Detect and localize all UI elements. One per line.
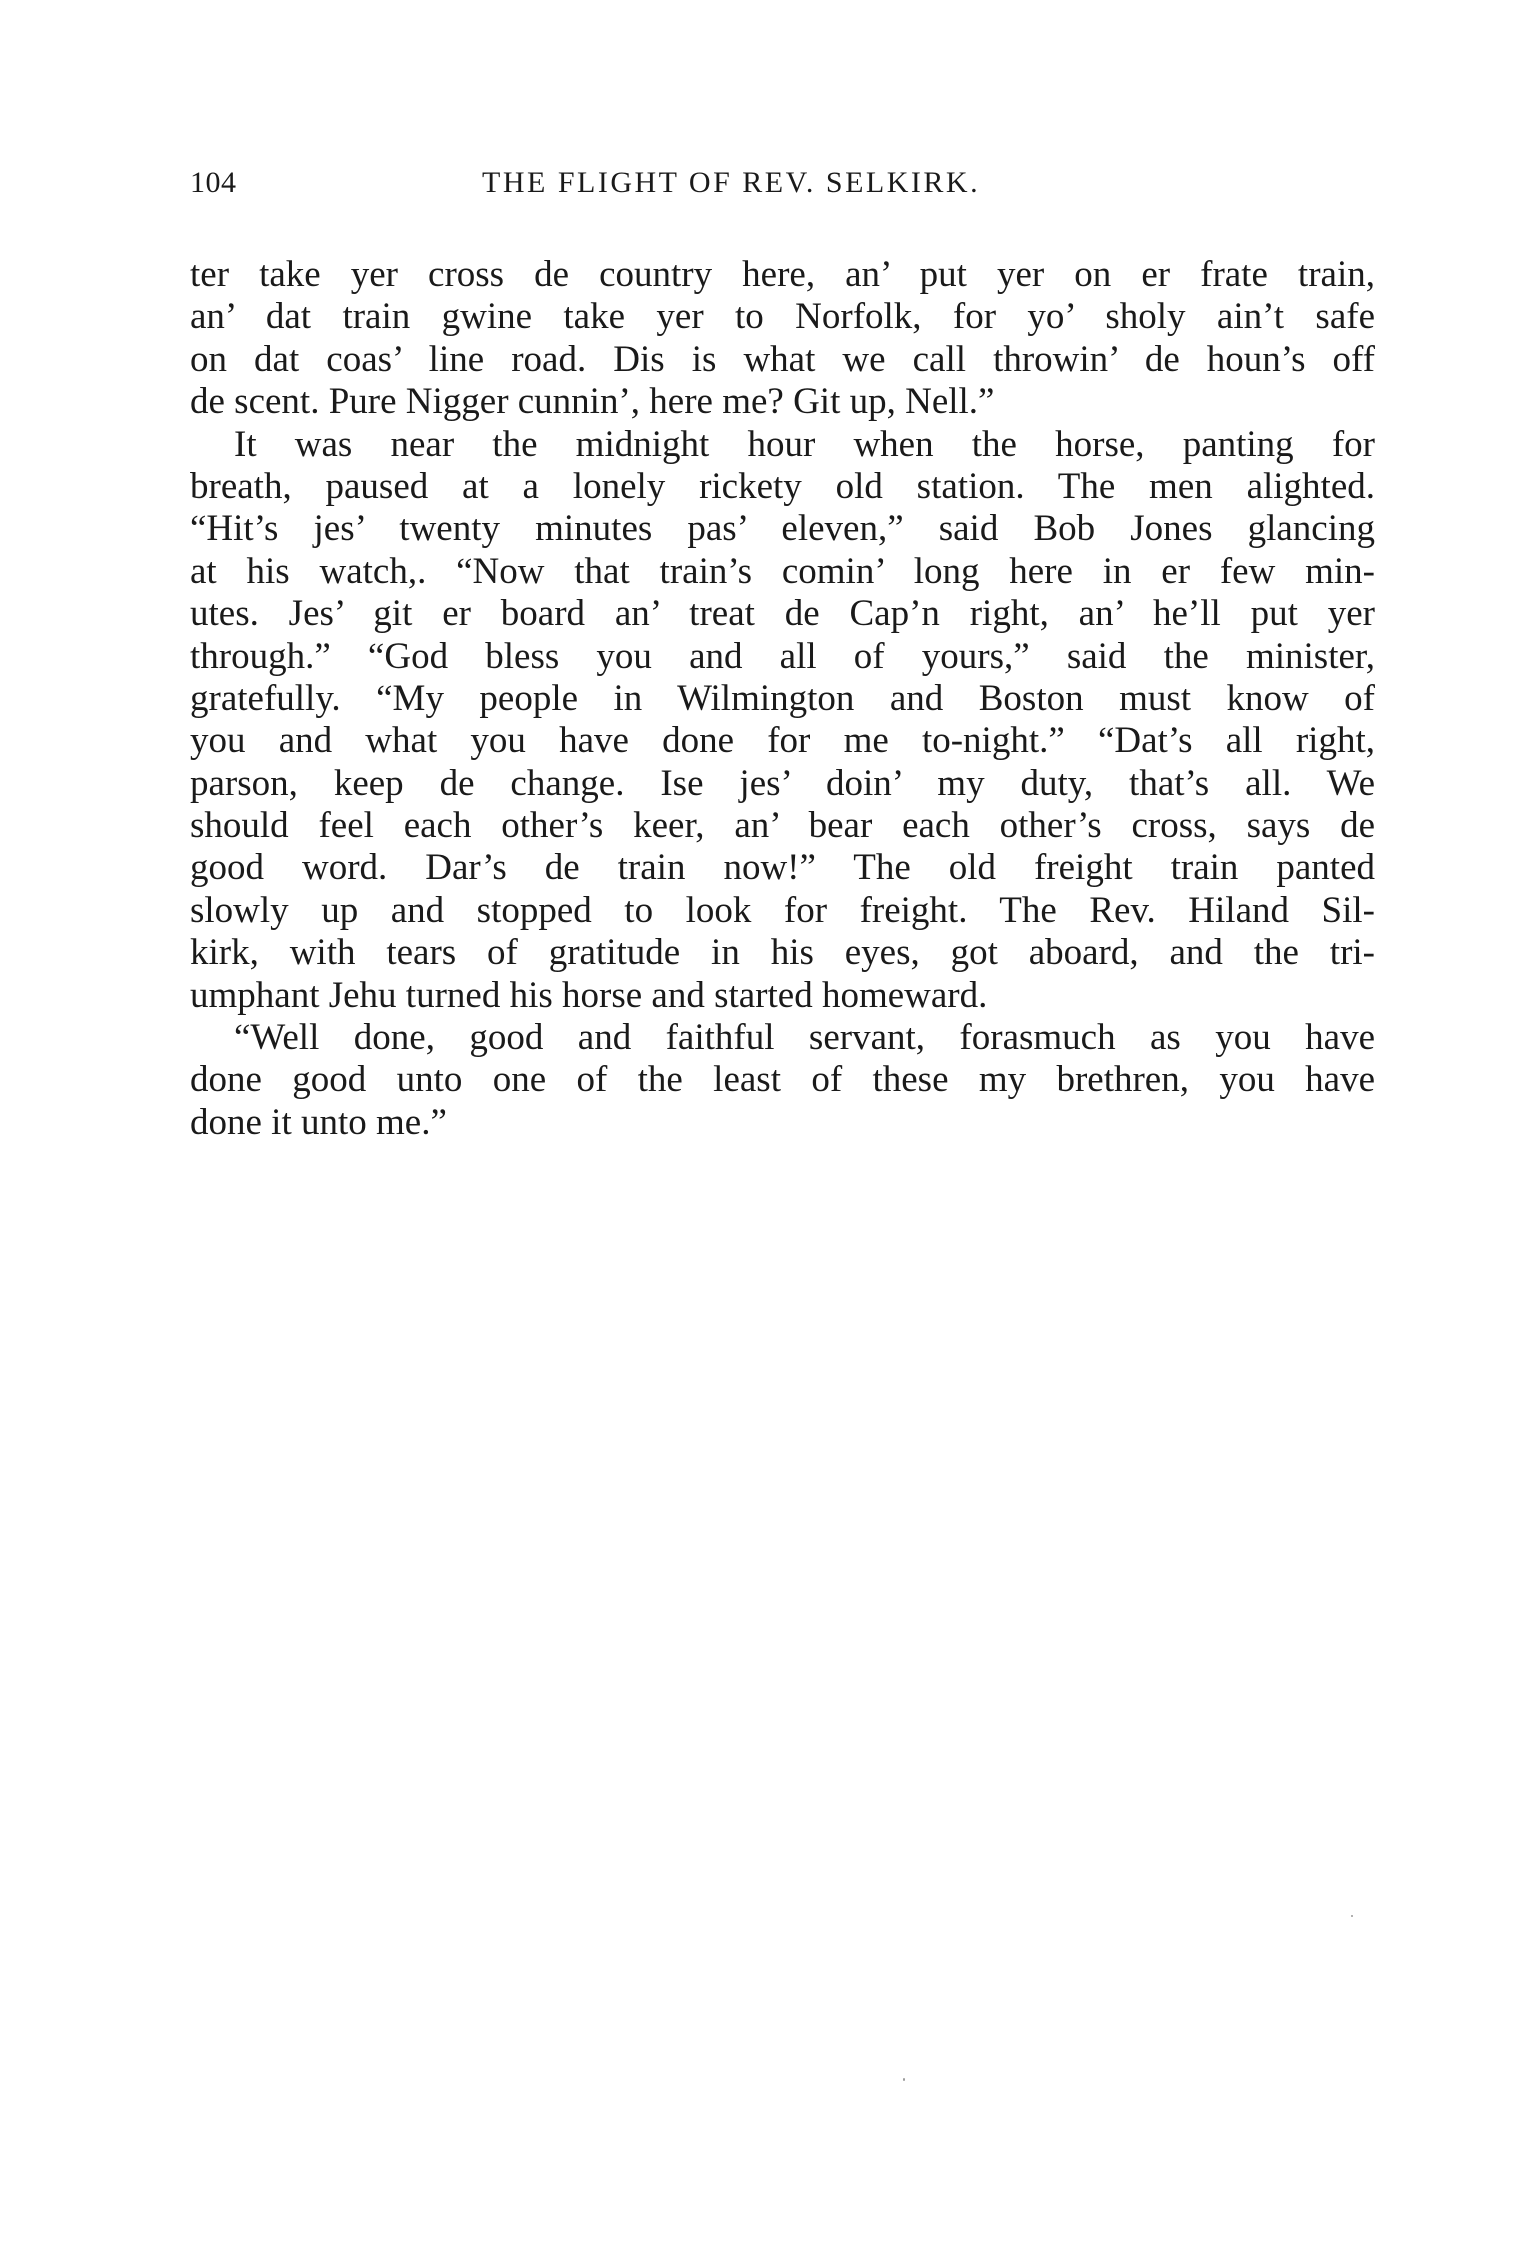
text-line: done good unto one of the least of these my brethren, you have	[190, 1059, 1375, 1101]
text-line: de scent. Pure Nigger cunnin’, here me? Git up, Nell.”	[190, 381, 995, 423]
text-line: “Well done, good and faithful servant, forasmuch as you have	[234, 1017, 1375, 1059]
text-line: on dat coas’ line road. Dis is what we call throwin’ de houn’s off	[190, 338, 1375, 380]
text-line: at his watch,. “Now that train’s comin’ long here in er few min-	[190, 550, 1375, 592]
text-line: good word. Dar’s de train now!” The old freight train panted	[190, 847, 1375, 889]
body-text	[190, 254, 1375, 1144]
text-line: you and what you have done for me to-night.” “Dat’s all right,	[190, 720, 1375, 762]
text-line: kirk, with tears of gratitude in his eyes, got aboard, and the tri-	[190, 932, 1375, 974]
text-line: parson, keep de change. Ise jes’ doin’ my duty, that’s all. We	[190, 762, 1375, 804]
text-line: breath, paused at a lonely rickety old station. The men alighted.	[190, 465, 1375, 507]
page-number: 104	[190, 166, 237, 199]
text-line: should feel each other’s keer, an’ bear each other’s cross, says de	[190, 805, 1375, 847]
scan-speck	[903, 2078, 905, 2081]
text-line: utes. Jes’ git er board an’ treat de Cap’n right, an’ he’ll put yer	[190, 593, 1375, 635]
text-line: through.” “God bless you and all of yours,” said the minister,	[190, 635, 1375, 677]
text-line: slowly up and stopped to look for freight. The Rev. Hiland Sil-	[190, 889, 1375, 931]
text-line: “Hit’s jes’ twenty minutes pas’ eleven,” said Bob Jones glancing	[190, 508, 1375, 550]
running-title: THE FLIGHT OF REV. SELKIRK.	[482, 166, 981, 199]
text-line: umphant Jehu turned his horse and started homeward.	[190, 974, 988, 1016]
running-head	[190, 166, 1375, 216]
scan-speck	[1351, 1915, 1353, 1917]
text-line: done it unto me.”	[190, 1101, 447, 1143]
text-line: ter take yer cross de country here, an’ put yer on er frate train,	[190, 254, 1375, 295]
text-line: It was near the midnight hour when the horse, panting for	[234, 423, 1375, 465]
text-line: gratefully. “My people in Wilmington and Boston must know of	[190, 677, 1375, 719]
text-line: an’ dat train gwine take yer to Norfolk, for yo’ sholy ain’t safe	[190, 296, 1375, 338]
